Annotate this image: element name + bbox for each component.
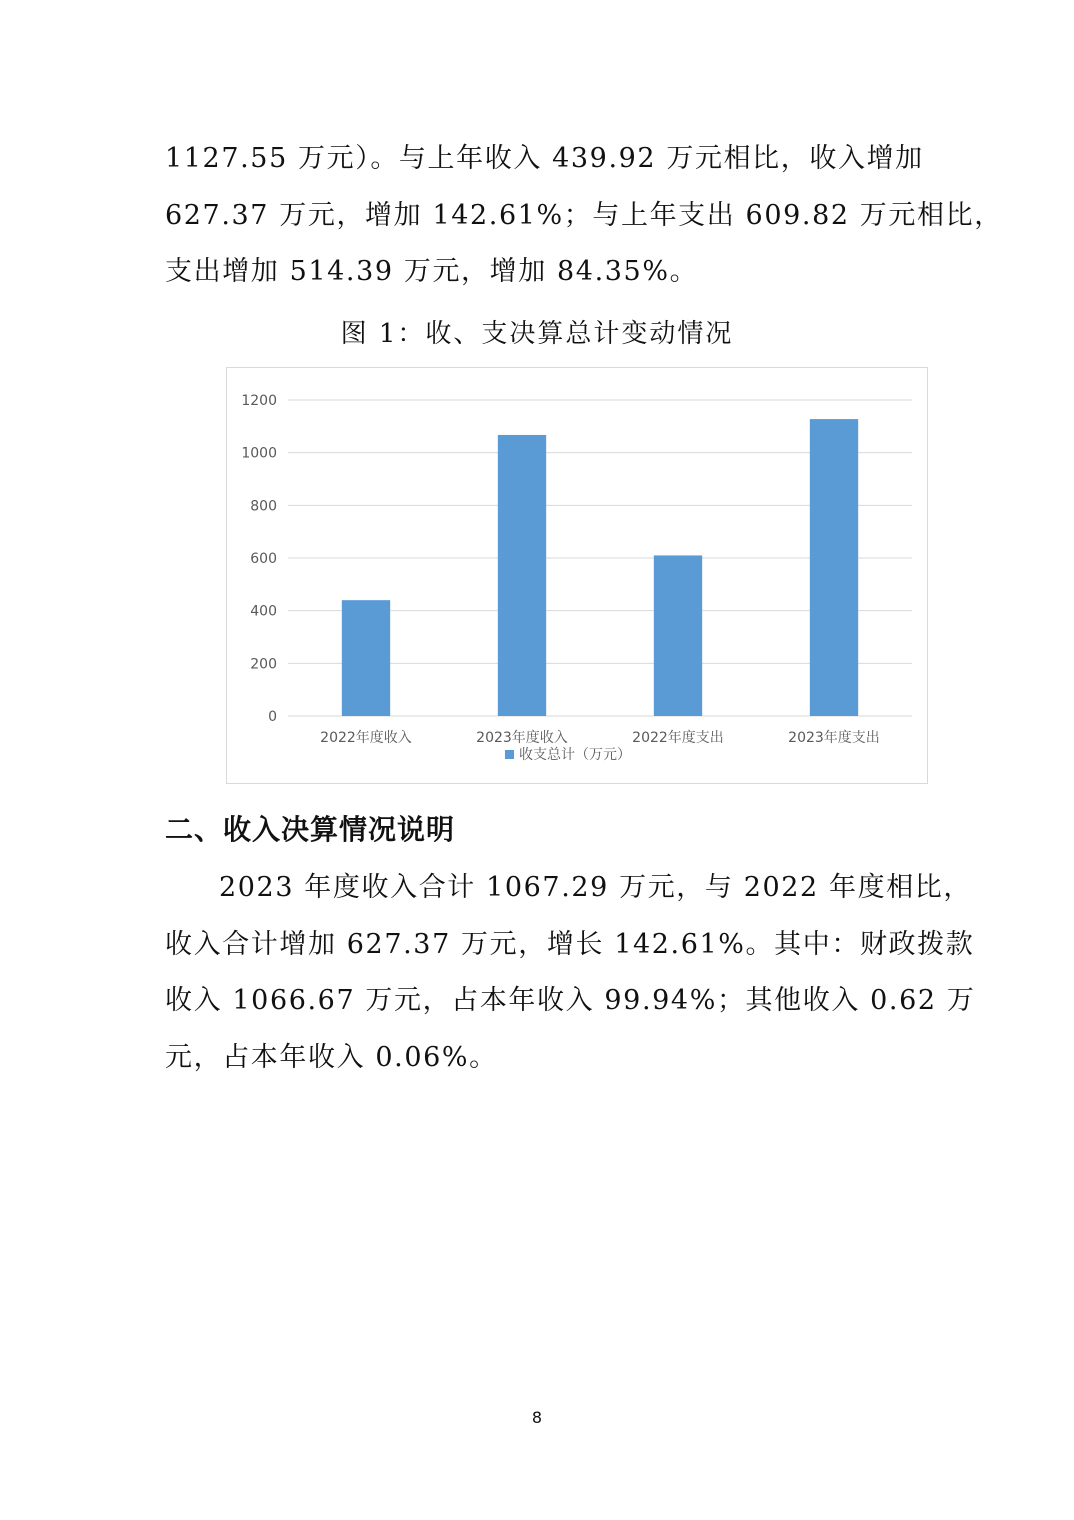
y-tick-label: 1000 (241, 445, 277, 462)
paragraph-1 (165, 131, 1003, 301)
paragraph-2 (165, 860, 976, 1086)
y-tick-label: 600 (250, 551, 277, 567)
paragraph-line: 2023 年度收入合计 1067.29 万元，与 2022 年度相比， (219, 872, 972, 903)
bar (498, 435, 546, 716)
bar-chart (226, 367, 928, 784)
page-number: 8 (531, 1408, 543, 1427)
bar (810, 419, 858, 716)
y-tick-label: 0 (268, 709, 277, 725)
paragraph-line: 元，占本年收入 0.06%。 (165, 1041, 498, 1073)
paragraph-line: 收入合计增加 627.37 万元，增长 142.61%。其中：财政拨款 (165, 928, 975, 960)
legend-label: 收支总计（万元） (519, 747, 631, 763)
y-tick-label: 1200 (241, 393, 277, 409)
x-tick-label: 2022年度收入 (320, 730, 412, 746)
y-tick-label: 400 (250, 603, 277, 620)
legend-swatch (505, 750, 514, 759)
paragraph-line: 支出增加 514.39 万元，增加 84.35%。 (165, 256, 699, 287)
x-tick-label: 2023年度收入 (476, 730, 568, 746)
paragraph-line: 627.37 万元，增加 142.61%；与上年支出 609.82 万元相比， (165, 199, 1003, 231)
bar (654, 555, 702, 716)
y-tick-label: 800 (250, 498, 277, 515)
bar-chart-svg (227, 368, 927, 783)
y-tick-label: 200 (250, 656, 277, 673)
paragraph-line: 1127.55 万元）。与上年收入 439.92 万元相比，收入增加 (165, 143, 924, 174)
x-tick-label: 2023年度支出 (788, 730, 880, 746)
bar (342, 600, 390, 716)
paragraph-line: 收入 1066.67 万元，占本年收入 99.94%；其他收入 0.62 万 (165, 985, 976, 1016)
figure-caption: 图 1：收、支决算总计变动情况 (340, 319, 734, 349)
x-tick-label: 2022年度支出 (632, 730, 724, 746)
section-heading: 二、收入决算情况说明 (165, 813, 456, 846)
